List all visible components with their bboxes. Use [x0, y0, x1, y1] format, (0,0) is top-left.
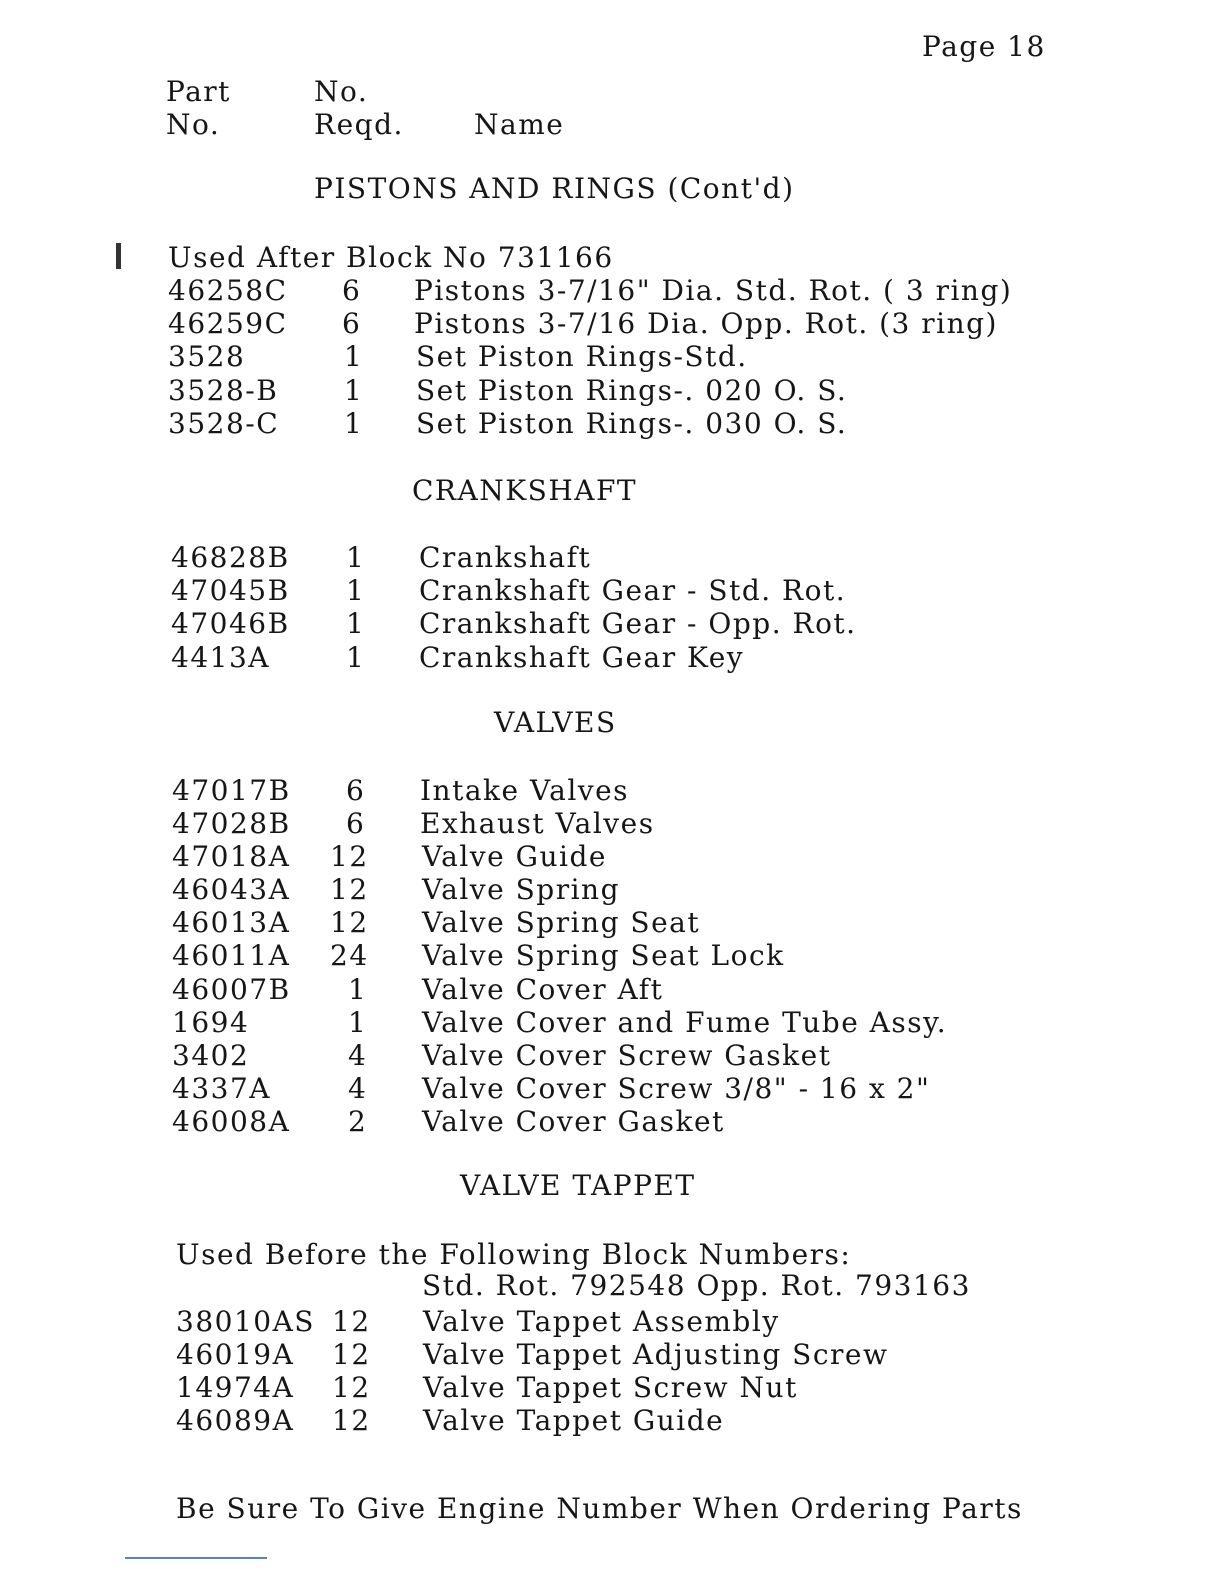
tappet-note: Used Before the Following Block Numbers:	[176, 1238, 852, 1271]
footer-note: Be Sure To Give Engine Number When Ordering Parts	[176, 1492, 1023, 1525]
part-name: Valve Cover Screw 3/8" - 16 x 2"	[422, 1072, 931, 1105]
part-number: 14974A	[176, 1371, 295, 1404]
part-number: 3528-C	[168, 407, 280, 440]
part-number: 46043A	[172, 873, 291, 906]
quantity: 1	[344, 407, 364, 440]
column-header-part-line1: Part	[166, 75, 231, 108]
section-title-valve-tappet: VALVE TAPPET	[460, 1169, 696, 1202]
part-number: 1694	[172, 1006, 250, 1039]
column-header-qty-line2: Reqd.	[314, 108, 404, 141]
part-name: Valve Cover Screw Gasket	[422, 1039, 832, 1072]
quantity: 1	[346, 607, 366, 640]
quantity: 1	[346, 574, 366, 607]
quantity: 12	[332, 1338, 371, 1371]
part-name: Crankshaft Gear Key	[419, 641, 745, 674]
part-number: 46011A	[172, 939, 291, 972]
part-number: 4413A	[171, 641, 270, 674]
column-header-qty-line1: No.	[314, 75, 369, 108]
part-number: 46089A	[176, 1404, 295, 1437]
quantity: 6	[342, 274, 362, 307]
part-name: Valve Cover and Fume Tube Assy.	[422, 1006, 948, 1039]
part-name: Valve Cover Aft	[422, 973, 664, 1006]
margin-mark	[116, 243, 121, 269]
quantity: 4	[348, 1039, 368, 1072]
part-number: 38010AS	[176, 1305, 315, 1338]
quantity: 12	[332, 1371, 371, 1404]
part-number: 46259C	[168, 307, 288, 340]
part-name: Valve Spring	[422, 873, 620, 906]
part-name: Valve Tappet Assembly	[423, 1305, 780, 1338]
quantity: 6	[346, 774, 366, 807]
part-number: 46828B	[171, 541, 290, 574]
part-name: Valve Tappet Guide	[423, 1404, 725, 1437]
part-number: 47028B	[172, 807, 291, 840]
quantity: 4	[348, 1072, 368, 1105]
quantity: 6	[342, 307, 362, 340]
bottom-rule	[125, 1557, 267, 1559]
quantity: 1	[344, 340, 364, 373]
pistons-note: Used After Block No 731166	[168, 241, 614, 274]
part-name: Crankshaft Gear - Std. Rot.	[419, 574, 847, 607]
part-name: Set Piston Rings-Std.	[416, 340, 748, 373]
quantity: 12	[330, 906, 369, 939]
quantity: 12	[330, 873, 369, 906]
part-name: Crankshaft	[419, 541, 592, 574]
part-number: 47045B	[171, 574, 290, 607]
part-name: Intake Valves	[420, 774, 630, 807]
part-number: 3528-B	[168, 374, 279, 407]
section-title-crankshaft: CRANKSHAFT	[412, 474, 638, 507]
section-title-pistons: PISTONS AND RINGS (Cont'd)	[314, 172, 795, 205]
part-name: Valve Cover Gasket	[422, 1105, 725, 1138]
quantity: 12	[332, 1305, 371, 1338]
section-title-valves: VALVES	[494, 706, 617, 739]
part-name: Valve Spring Seat	[422, 906, 701, 939]
quantity: 1	[346, 541, 366, 574]
part-number: 47017B	[172, 774, 291, 807]
part-name: Valve Tappet Adjusting Screw	[423, 1338, 889, 1371]
part-number: 47046B	[171, 607, 290, 640]
part-number: 47018A	[172, 840, 291, 873]
quantity: 12	[330, 840, 369, 873]
quantity: 1	[344, 374, 364, 407]
part-name: Pistons 3-7/16" Dia. Std. Rot. ( 3 ring)	[414, 274, 1013, 307]
part-number: 4337A	[172, 1072, 271, 1105]
quantity: 1	[348, 1006, 368, 1039]
quantity: 1	[348, 973, 368, 1006]
part-number: 46013A	[172, 906, 291, 939]
quantity: 12	[332, 1404, 371, 1437]
part-name: Valve Tappet Screw Nut	[423, 1371, 798, 1404]
part-name: Valve Spring Seat Lock	[422, 939, 785, 972]
part-name: Pistons 3-7/16 Dia. Opp. Rot. (3 ring)	[414, 307, 998, 340]
tappet-block-numbers: Std. Rot. 792548 Opp. Rot. 793163	[422, 1269, 971, 1302]
part-number: 3528	[168, 340, 246, 373]
quantity: 2	[348, 1105, 368, 1138]
quantity: 1	[346, 641, 366, 674]
part-name: Set Piston Rings-. 030 O. S.	[416, 407, 848, 440]
part-number: 46008A	[172, 1105, 291, 1138]
column-header-name: Name	[474, 108, 565, 141]
column-header-part-line2: No.	[166, 108, 221, 141]
part-name: Crankshaft Gear - Opp. Rot.	[419, 607, 857, 640]
quantity: 6	[346, 807, 366, 840]
part-number: 46258C	[168, 274, 288, 307]
part-name: Set Piston Rings-. 020 O. S.	[416, 374, 848, 407]
part-number: 3402	[172, 1039, 250, 1072]
part-name: Valve Guide	[422, 840, 607, 873]
quantity: 24	[330, 939, 369, 972]
part-number: 46019A	[176, 1338, 295, 1371]
part-name: Exhaust Valves	[420, 807, 655, 840]
page-number: Page 18	[922, 30, 1046, 63]
part-number: 46007B	[172, 973, 291, 1006]
